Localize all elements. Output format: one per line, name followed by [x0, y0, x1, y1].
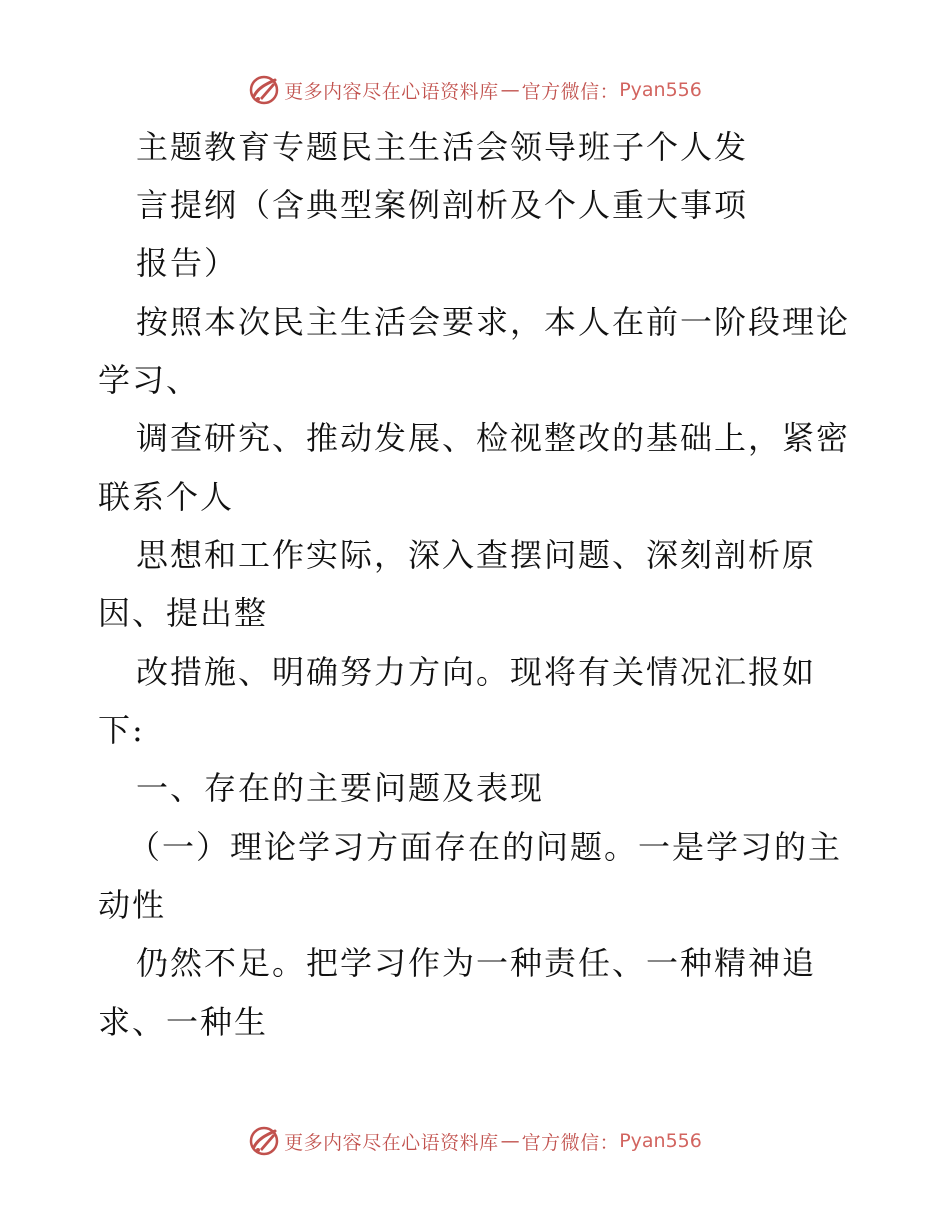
watermark-separator: — — [500, 1130, 520, 1152]
paragraph-line: 动性 — [98, 886, 167, 924]
paragraph-line: 仍然不足。把学习作为一种责任、一种精神追 — [136, 944, 817, 982]
paragraph-line: 因、提出整 — [98, 594, 269, 632]
watermark-brand: 更多内容尽在心语资料库 — [284, 80, 499, 103]
title-line-1: 主题教育专题民主生活会领导班子个人发 — [136, 128, 749, 166]
watermark-separator: — — [500, 79, 520, 101]
watermark-brand: 更多内容尽在心语资料库 — [284, 1131, 499, 1154]
paragraph-line: 联系个人 — [98, 478, 235, 516]
pen-logo-icon — [248, 1125, 280, 1157]
section-heading: 一、存在的主要问题及表现 — [136, 769, 545, 807]
paragraph-line: 思想和工作实际，深入查摆问题、深刻剖析原 — [136, 536, 817, 574]
watermark-label: 官方微信： — [521, 1131, 620, 1154]
footer-watermark — [0, 1121, 950, 1161]
watermark-id: Pyan556 — [619, 79, 702, 101]
title-line-2: 言提纲（含典型案例剖析及个人重大事项 — [136, 186, 749, 224]
watermark-label: 官方微信： — [521, 80, 620, 103]
paragraph-line: 按照本次民主生活会要求，本人在前一阶段理论 — [136, 303, 851, 341]
paragraph-line: 学习、 — [98, 361, 201, 399]
title-line-3: 报告） — [136, 244, 239, 282]
paragraph-line: （一）理论学习方面存在的问题。一是学习的主 — [128, 828, 843, 866]
paragraph-line: 求、一种生 — [98, 1003, 269, 1041]
paragraph-line: 调查研究、推动发展、检视整改的基础上，紧密 — [136, 419, 851, 457]
watermark-id: Pyan556 — [619, 1130, 702, 1152]
paragraph-line: 下: — [98, 711, 145, 749]
paragraph-line: 改措施、明确努力方向。现将有关情况汇报如 — [136, 653, 817, 691]
